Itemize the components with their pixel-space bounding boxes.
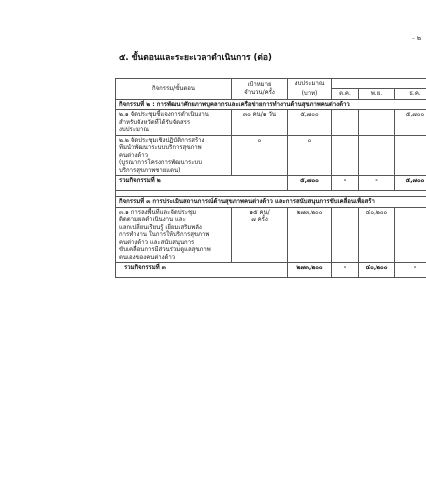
target-line: ๑๕ คน/ (249, 208, 270, 216)
total-label: รวมกิจกรรมที่ ๒ (116, 176, 288, 191)
header-activity: กิจกรรม/ขั้นตอน (116, 79, 232, 100)
total-budget: ๒๗๓,๒๐๐ (288, 263, 332, 278)
activity-line: สำหรับจังหวัดที่ได้รับจัดสรร (119, 118, 191, 126)
activity-line: ตนเองของคนต่างด้าว (119, 253, 176, 261)
section-3-title-row (116, 197, 426, 208)
target-cell (232, 207, 288, 263)
activity-cell (116, 135, 232, 176)
table-row (116, 135, 426, 176)
section-heading: ๕. ขั้นตอนและระยะเวลาดำเนินการ (ต่อ) (119, 53, 272, 63)
total-nov: ๔๐,๒๐๐ (359, 263, 395, 278)
header-months-group (332, 79, 426, 89)
page-number: - ๒ (412, 34, 421, 42)
target-line: ๗ ครั้ง (251, 216, 268, 223)
dec-cell (395, 135, 426, 176)
section-3-total-row (116, 263, 426, 278)
activity-cell (116, 207, 232, 263)
header-target (232, 79, 288, 100)
section-2-title: กิจกรรมที่ ๒ : การพัฒนาศักยภาพบุคลากรและเครือข่ายการทำงานด้านสุขภาพคนต่างด้าว (116, 99, 426, 110)
header-budget-unit: (บาท) (288, 89, 332, 100)
oct-cell (332, 110, 359, 136)
header-month-dec: ธ.ค. (395, 89, 426, 100)
activity-line: ทีมนำพัฒนาระบบบริการสุขภาพ (119, 144, 202, 151)
total-label: รวมกิจกรรมที่ ๓ (116, 263, 288, 278)
header-row-1 (116, 79, 426, 89)
dec-cell: ๕,๗๐๐ (395, 110, 426, 136)
nov-cell: ๔๐,๒๐๐ (359, 207, 395, 263)
budget-cell: ๒๗๓,๒๐๐ (288, 207, 332, 263)
activity-line: บริการสุขภาพชายแดน) (119, 166, 181, 174)
schedule-table (115, 78, 426, 278)
activity-line: การทำงาน ในการให้บริการสุขภาพ (119, 231, 210, 238)
activity-line: แลกเปลี่ยนเรียนรู้ เยี่ยมเสริมพลัง (119, 223, 202, 231)
header-month-oct: ต.ค. (332, 89, 359, 100)
nov-cell (359, 135, 395, 176)
total-nov: - (359, 176, 395, 191)
activity-line: ขับเคลื่อนการมีส่วนร่วมดูแลสุขภาพ (119, 246, 211, 253)
dec-cell (395, 207, 426, 263)
activity-line: (บูรณาการโครงการพัฒนาระบบ (119, 159, 203, 166)
activity-line: ๓.๑ การลงพื้นที่และจัดประชุม (119, 208, 197, 216)
activity-line: ติดตามผลดำเนินงาน และ (119, 216, 186, 223)
activity-cell (116, 110, 232, 136)
table-row (116, 110, 426, 136)
budget-cell: ๕,๗๐๐ (288, 110, 332, 136)
activity-line: ๒.๑ จัดประชุมชี้แจงการดำเนินงาน (119, 111, 209, 118)
total-dec: - (395, 263, 426, 278)
activity-line: ๒.๒ จัดประชุมเชิงปฏิบัติการสร้าง (119, 136, 205, 144)
section-2-total-row (116, 176, 426, 191)
header-target-line-1: เป้าหมาย (247, 81, 272, 89)
total-oct: - (332, 176, 359, 191)
section-3-title: กิจกรรมที่ ๓ การประเมินสถานการณ์ด้านสุขภาพคนต่างด้าว และการสนับสนุนการขับเคลื่อนเพื่อสร้า (116, 197, 426, 208)
activity-line: งบประมาณ (119, 126, 149, 133)
target-cell: ๓๐ คน/๑ วัน (232, 110, 288, 136)
oct-cell (332, 135, 359, 176)
activity-line: คนต่างด้าว (119, 151, 148, 159)
activity-line: คนต่างด้าว และสนับสนุนการ (119, 238, 195, 246)
total-dec: ๕,๗๐๐ (395, 176, 426, 191)
target-cell: ๐ (232, 135, 288, 176)
header-target-line-2: จำนวน/ครั้ง (244, 88, 275, 96)
table-row (116, 207, 426, 263)
total-budget: ๕,๗๐๐ (288, 176, 332, 191)
section-2-title-row (116, 99, 426, 110)
header-month-nov: พ.ย. (359, 89, 395, 100)
header-budget-group: งบประมาณ (288, 79, 332, 89)
nov-cell (359, 110, 395, 136)
oct-cell (332, 207, 359, 263)
total-oct: - (332, 263, 359, 278)
budget-cell: ๐ (288, 135, 332, 176)
